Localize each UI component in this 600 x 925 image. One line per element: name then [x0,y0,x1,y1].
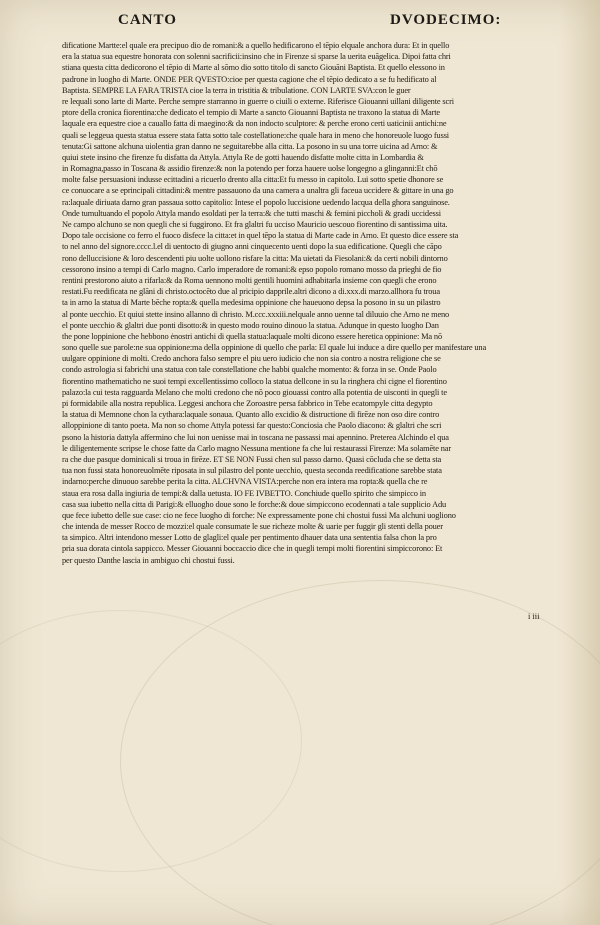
text-line: indarno:perche dinuouo sarebbe perita la citta. ALCHVNA VISTA:perche non era intera ma ropta:& quella che re [62,477,428,487]
text-line: condo astrologia si fabrichi una statua con tale constellatione che habbi qualche momento: & forza in se. Onde Paolo [62,365,437,375]
text-line: fiorentino mathematicho ne suoi tempi excellentissimo colloco la statua dellcone in su la ringhera chi cigne el fiorentino [62,376,447,386]
text-line: casa sua iubetto nella citta di Parigi:& elluogho doue sono le forche:& doue simpiccono ecodennati a tale supplicio Adu [62,499,447,509]
text-line: era la statua sua equestre honorata con solenni sacrificii:insino che in Firenze si sparse la uerita euāgelica. Dipoi fatta chri [62,52,451,62]
text-line: alloppinione di tanto poeta. Ma non so chome Attyla potessi far questo:Conciosia che Paolo diacono: & glaltri che scri [62,421,442,431]
text-line: ta simpico. Altri intendono messer Lotto de glagli:el quale per pentimento dhauer data una sententia falsa chon la pro [62,533,437,543]
text-line: quali se leggeua questa statua essere stata fatta sotto tale costellatione:che quale hara in meno che honoreuole luogo fussi [62,130,449,140]
text-line [62,566,562,577]
text-line: uulgare oppinione di molti. Credo anchora falso sempre el piu uero iudicio che non sia contro a nostra religione che se [62,354,441,364]
text-line: sono quelle sue parole:ne sua oppinione:ma della oppinione di quello che parla: El quale lui induce a dire quello per manifestare una [62,343,487,353]
text-line: ra che due pasque dominicali si troua in firēze. ET SE NON Fussi chen sul passo darno. Quasi cōcluda che se detta sta [62,454,442,464]
catchword: i iii [528,612,540,621]
text-line: che intenda de messer Rocco de mozzi:el quale consumate le sue richeze molte & uarie per fuggir gli stenti della pouer [62,522,443,532]
text-line: pria sua dorata cintola sappicco. Messer Giouanni boccaccio dice che in quegli tempi molti fiorentini simpiccorono: Et [62,544,443,554]
text-line: ce conuocare a se eprincipali cittadini:& mentre passauono da una camera a unaltra gli faceua uccidere & gittare in una go [62,186,454,196]
text-line: pi formidabile alla nostra republica. Leggesi anchora che Zoroastre persa fabbrico in Tebe ecatompyle citta degypto [62,399,433,408]
text-line: Dopo tale occisione co ferro el fuoco disfece la citta:et in quel tēpo la statua di Marte cade in Arno. Et questo dice essere sta [62,231,459,241]
header-canto: CANTO [118,12,177,28]
text-line: to nel anno del signore.cccc.l.el di uentocto di giugno anni cinquecento uenti dopo la sua edificatione. Quegli che cāpo [62,242,442,252]
text-line: re lequali sono larte di Marte. Perche sempre starranno in guerre o ciuili o externe. Riferisce Giouanni uillani diligente scri [62,96,454,106]
text-line: restati.Fu reedificata ne glāni di christo.octocēto due al pricipio dapprile.altri dicono a di.xxx.di marzo.allhora fu troua [62,287,440,297]
running-header [0,12,600,34]
text-line: ptore della cronica fiorentina:che dedicato el tempio di Marte a sancto Giouanni Baptista ne traxono la statua di Marte [62,108,440,118]
text-line: tenuta:Gi sattone alchuna uiolentia gran danno ne seguitarebbe alla citta. La posono in su una torre uicina ad Arno: & [62,141,438,151]
text-line: in Romagna,passo in Toscana & assidio firenze:& non la potendo per forza hauere uolse longegno a glinganni:Et chō [62,164,438,174]
page-edge-stain [560,0,600,925]
text-line: padrone in luogho di Marte. ONDE PER QVESTO:cioe per questa cagione che el tēpio dedicato a se fu hedificato al [62,74,437,84]
text-line: dificatione Martte:el quale era precipuo dio de romani:& a quello hedificarono el tēpio elquale anchora dura: Et in quello [62,41,450,50]
text-line: al ponte uecchio. Et quiui stette insino allanno di christo. M.ccc.xxxiii.nelquale anno uenne tal diluuio che Arno ne meno [62,309,450,319]
text-line: rono delluccisione & loro descendenti piu uolte uollono risfare la citta: Ma uietati da Fiesolani:& da certi nobili dintorno [62,253,448,263]
text-line: rentini prestorono aiuto a rifarla:& da Roma uennono molti gentili huomini adhabitarla insieme con quegli che erono [62,275,437,285]
text-line: palazo:la cui testa ragguarda Melano che molti credono che nō poco giouassi contro alla potentia de uisconti in quegli te [62,387,447,397]
text-line: Baptista. SEMPRE LA FARA TRISTA cioe la terra in tristitia & tribulatione. CON LARTE SVA:con le guer [62,85,411,95]
text-line: cessorono insino a tempi di Carlo magno. Carlo imperadore de romani:& epso popolo romano mosso da prieghi de fio [62,264,442,274]
text-line: tua non fussi stata honoreuolmēte riposata in sul pilastro del ponte uecchio, questa seconda reedificatione sarebbe stata [62,466,442,476]
text-line: Onde tumultuando el popolo Attyla mando esoldati per la terra:& che tutti maschi & femini piccholi & gradi uccidessi [62,208,441,218]
text-line: laquale era equestre cioe a cauallo fatta di maegino:& da non indocto sculptore: & perche erono certi uaticinii antichi:ne [62,119,447,129]
text-line: ta in arno la statua di Marte bēche ropta:& quella medesima oppinione che haueuono depsa la posono in su un pilastro [62,298,441,308]
text-line: psono la historia dattyla affermino che lui non uenisse mai in toscana ne passassi mai apennino. Preterea Alchindo el qua [62,432,449,442]
text-line: quiui stete insino che firenze fu disfatta da Attyla. Attyla Re de gotti hauendo disfatte molte citta in Lombardia & [62,152,424,162]
commentary-text [62,40,562,577]
text-line: molte false persuasioni indusse ecittadini a ricuerlo drento alla citta:Et fu messo in capitolo. Lui sotto spetie dhonore se [62,175,444,185]
text-line: Ne campo alchuno se non quegli che si fuggirono. Et fra glaltri fu ucciso Mauricio uescouo fiorentino di santissima uita. [62,220,448,229]
text-line: the pone loppinione che hebbono ėnostri antichi di quella statua:laquale molti dicono essere heretica oppinione: Ma nō [62,331,442,341]
text-line: per questo Danthe lascia in ambiguo chi chostui fussi. [62,555,235,565]
text-line: le diligentemente scripse le chose fatte da Carlo magno Nessuna mentione fa che lui restaurassi Firenze: Ma solamēte nar [62,443,451,453]
header-canto-number: DVODECIMO: [390,12,502,28]
text-line: que fece iubetto delle sue case: cio ne fece luogho di forche: Ne expressamente pone chi chostui fussi Ma alchuni uogliono [62,510,456,520]
text-line: staua era rosa dalla ingiuria de tempi:& dalla uetusta. IO FE IVBETTO. Conchiude quello spirito che simpicco in [62,488,426,498]
text-line: la statua di Memnone chon la cythara:laquale sonaua. Quanto allo excidio & distructione di firēze non oso dire contro [62,410,440,420]
text-line: el ponte uecchio & glaltri due ponti disotto:& in questo modo rouino dinouo la statua. Adunque in questo luogho Dan [62,320,439,330]
text-line: stiana questa citta dedicorono el tēpio di Marte al sōmo dio sotto titolo di sancto Giouāni Baptista. Et quello elessono in [62,63,445,73]
text-line: ra:laquale diriuata darno gran passaua sotto capitolio: Intese el popolo luccisione uedendo lacqua della ghora sanguinose. [62,197,450,207]
